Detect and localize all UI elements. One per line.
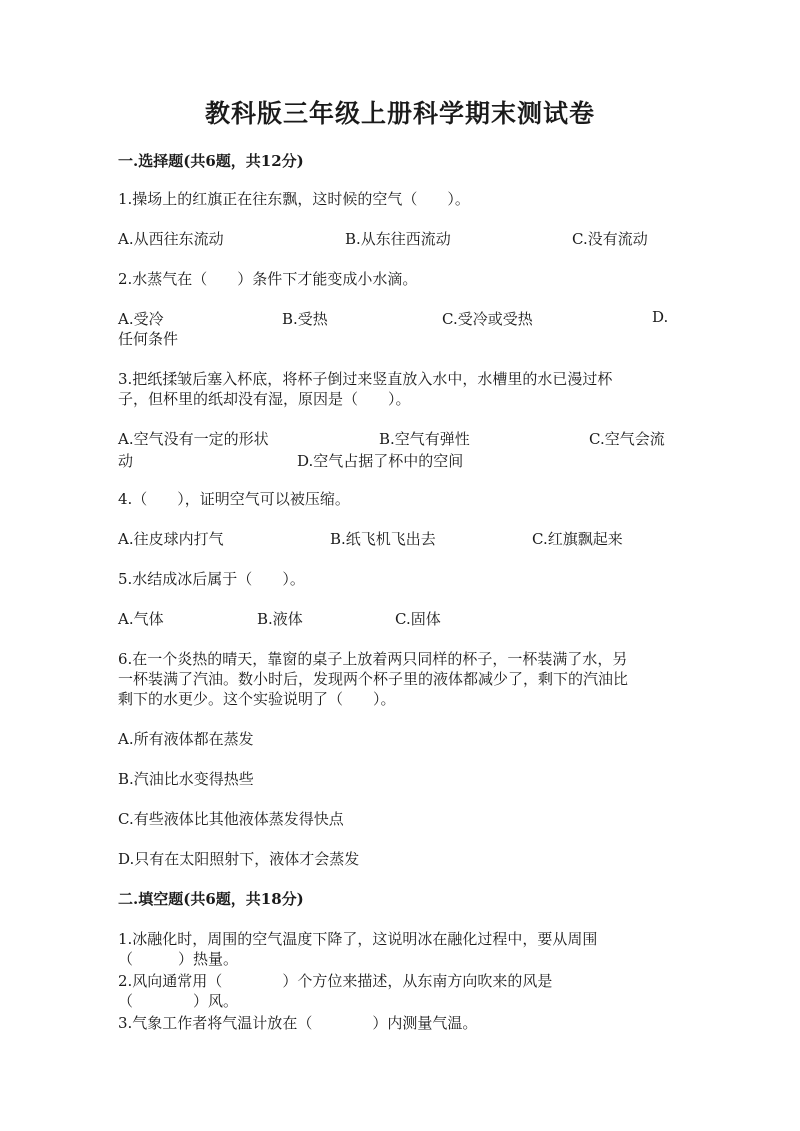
question-1-option-b: B.从东往西流动	[345, 230, 451, 248]
question-6-stem-line-3: 剩下的水更少。这个实验说明了（ ）。	[118, 690, 396, 708]
question-3-option-a: A.空气没有一定的形状	[118, 430, 269, 448]
question-1-option-c: C.没有流动	[572, 230, 648, 248]
question-3-stem-line-2: 子，但杯里的纸却没有湿，原因是（ ）。	[118, 390, 411, 408]
fill-1-line-2: （ ）热量。	[118, 950, 239, 968]
question-2-option-d-continued: 任何条件	[118, 330, 179, 348]
question-6-stem-line-1: 6.在一个炎热的晴天，靠窗的桌子上放着两只同样的杯子，一杯装满了水，另	[118, 650, 628, 668]
question-4-stem: 4.（ ），证明空气可以被压缩。	[118, 490, 350, 508]
question-2-stem: 2.水蒸气在（ ）条件下才能变成小水滴。	[118, 270, 418, 288]
section-heading-fill-in: 二.填空题(共6题，共18分)	[118, 890, 304, 908]
question-6-option-c: C.有些液体比其他液体蒸发得快点	[118, 810, 344, 828]
question-6-option-d: D.只有在太阳照射下，液体才会蒸发	[118, 850, 360, 868]
question-6-stem-line-2: 一杯装满了汽油。数小时后，发现两个杯子里的液体都减少了，剩下的汽油比	[118, 670, 629, 688]
question-2-option-a: A.受冷	[118, 310, 164, 328]
question-5-option-c: C.固体	[395, 610, 441, 628]
question-3-option-c-continued: 动	[118, 452, 134, 470]
question-2-option-b: B.受热	[282, 310, 328, 328]
question-5-stem: 5.水结成冰后属于（ ）。	[118, 570, 305, 588]
fill-2-line-2: （ ）风。	[118, 992, 239, 1010]
fill-1-line-1: 1.冰融化时，周围的空气温度下降了，这说明冰在融化过程中，要从周围	[118, 930, 598, 948]
question-4-option-a: A.往皮球内打气	[118, 530, 224, 548]
question-3-option-b: B.空气有弹性	[379, 430, 470, 448]
question-2-option-d: D.	[652, 308, 669, 326]
question-6-option-a: A.所有液体都在蒸发	[118, 730, 254, 748]
page-title: 教科版三年级上册科学期末测试卷	[204, 99, 595, 128]
question-1-option-a: A.从西往东流动	[118, 230, 224, 248]
fill-3-line-1: 3.气象工作者将气温计放在（ ）内测量气温。	[118, 1014, 478, 1032]
question-1-stem: 1.操场上的红旗正在往东飘，这时候的空气（ ）。	[118, 190, 470, 208]
question-6-option-b: B.汽油比水变得热些	[118, 770, 254, 788]
question-5-option-a: A.气体	[118, 610, 164, 628]
question-3-option-d: D.空气占据了杯中的空间	[297, 452, 464, 470]
question-4-option-b: B.纸飞机飞出去	[330, 530, 436, 548]
fill-2-line-1: 2.风向通常用（ ）个方位来描述，从东南方向吹来的风是	[118, 972, 553, 990]
section-heading-choice: 一.选择题(共6题，共12分)	[118, 152, 304, 170]
question-4-option-c: C.红旗飘起来	[532, 530, 623, 548]
question-3-option-c: C.空气会流	[589, 430, 665, 448]
question-2-option-c: C.受冷或受热	[442, 310, 533, 328]
question-3-stem-line-1: 3.把纸揉皱后塞入杯底，将杯子倒过来竖直放入水中，水槽里的水已漫过杯	[118, 370, 613, 388]
question-5-option-b: B.液体	[257, 610, 303, 628]
